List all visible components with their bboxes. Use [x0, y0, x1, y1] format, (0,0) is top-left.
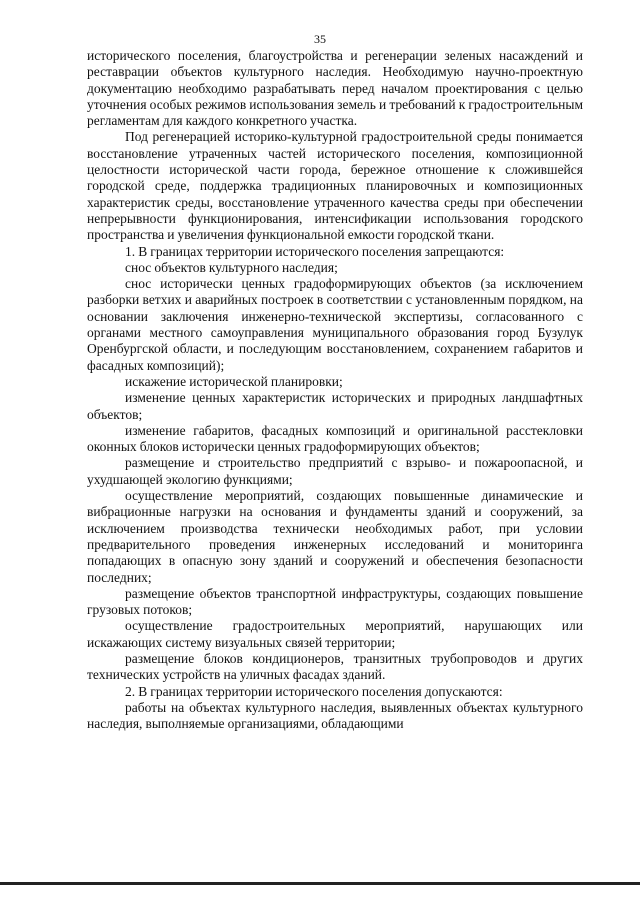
- section-1-heading: 1. В границах территории исторического поселения запрещаются:: [125, 243, 505, 259]
- list-item: размещение объектов транспортной инфраструктуры, создающих повышение грузовых потоков;: [87, 585, 583, 618]
- list-item: искажение исторической планировки;: [125, 373, 343, 389]
- page-number: 35: [314, 32, 326, 46]
- document-body: [87, 48, 583, 732]
- list-item: работы на объектах культурного наследия, выявленных объектах культурного наследия, выполняемые организациями, обладающими: [87, 699, 583, 732]
- list-item: изменение габаритов, фасадных композиций и оригинальной расстекловки оконных блоков исторически ценных градоформирующих объектов;: [87, 422, 583, 455]
- paragraph-regeneration-definition: Под регенерацией историко-культурной градостроительной среды понимается восстановление утраченных частей исторического поселения, композиционной целостности исторической части города, бережное отношение к сложившейся городской среде, поддержка традиционных планировочных и композиционных характеристик среды, восстановление утраченного качества среды при обеспечении непрерывности функционирования, интенсификации использования городского пространства и увеличения функциональной емкости городской ткани.: [87, 129, 583, 243]
- list-item: размещение и строительство предприятий с взрыво- и пожароопасной, и ухудшающей экологию функциями;: [87, 455, 583, 487]
- list-item: снос объектов культурного наследия;: [125, 259, 338, 275]
- list-item: размещение блоков кондиционеров, транзитных трубопроводов и других технических устройств на уличных фасадах зданий.: [87, 650, 583, 683]
- page-bottom-rule: [0, 882, 640, 885]
- list-item: осуществление градостроительных мероприятий, нарушающих или искажающих систему визуальных связей территории;: [87, 618, 583, 650]
- paragraph-continuation: исторического поселения, благоустройства и регенерации зеленых насаждений и реставрации объектов культурного наследия. Необходимую научно-проектную документацию необходимо разрабатывать перед началом проектирования с целью уточнения особых режимов использования земель и требований к градостроительным регламентам для каждого конкретного участка.: [87, 48, 583, 129]
- list-item: осуществление мероприятий, создающих повышенные динамические и вибрационные нагрузки на основания и фундаменты зданий и сооружений, за исключением производства технически необходимых работ, при условии предварительного проведения инженерных исследований и мониторинга попадающих в опасную зону зданий и сооружений и обеспечения безопасности последних;: [87, 488, 583, 585]
- list-item: изменение ценных характеристик исторических и природных ландшафтных объектов;: [87, 390, 583, 422]
- section-2-heading: 2. В границах территории исторического поселения допускаются:: [125, 683, 503, 699]
- list-item: снос исторически ценных градоформирующих объектов (за исключением разборки ветхих и аварийных построек в соответствии с установленным порядком, на основании заключения инженерно-технической экспертизы, согласованного с органами местного самоуправления муниципального образования город Бузулук Оренбургской области, и последующим восстановлением, сохранением габаритов и фасадных композиций);: [87, 276, 583, 373]
